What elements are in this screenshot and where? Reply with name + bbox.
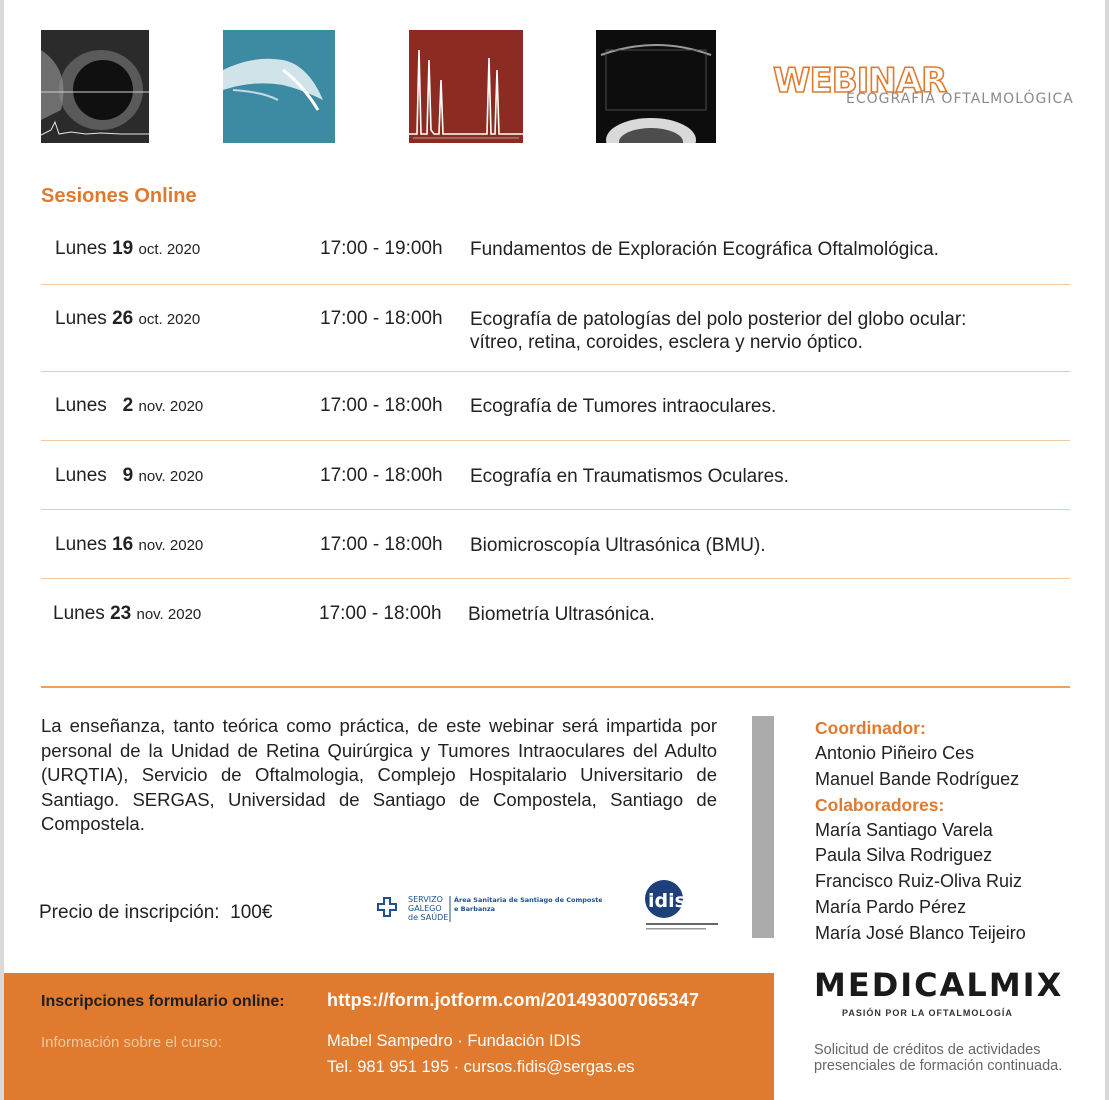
- session-time: 17:00 - 18:00h: [320, 308, 443, 329]
- coordinator-heading: Coordinador:: [815, 718, 926, 738]
- sergas-line-3: de SAÚDE: [408, 913, 449, 922]
- course-description: La enseñanza, tanto teórica como práctica, de este webinar será impartida por personal de la Unidad de Retina Quirúrgica y Tumores Intraoculares del Adulto (URQTIA), Servicio de Oftalmologia, Complejo Hospitalario Universitario de Santiago. SERGAS, Universidad de Santiago de Compostela, Santiago de Compostela.: [41, 715, 717, 834]
- idis-logo: [642, 877, 722, 935]
- row-divider: [41, 284, 1070, 285]
- session-date: Lunes 23 nov. 2020: [53, 603, 202, 624]
- sidebar-gray-bar: [752, 716, 774, 938]
- session-time: 17:00 - 18:00h: [320, 395, 443, 416]
- session-time: 17:00 - 18:00h: [319, 603, 442, 624]
- session-time: 17:00 - 19:00h: [320, 238, 443, 259]
- price-value: 100€: [230, 902, 273, 923]
- session-time: 17:00 - 18:00h: [320, 465, 443, 486]
- eye-ultrasound-bscan-icon: [41, 30, 149, 143]
- session-date: Lunes 9 nov. 2020: [55, 465, 204, 486]
- collaborator-name: Francisco Ruiz-Oliva Ruiz: [815, 871, 1023, 892]
- session-title: Ecografía de patologías del polo posterior del globo ocular: vítreo, retina, coroides, esclera y nervio óptico.: [470, 309, 967, 353]
- medicalmix-logo: MEDICALMIX: [814, 966, 1064, 1004]
- row-divider: [41, 371, 1070, 372]
- row-divider: [41, 440, 1070, 441]
- registration-band: [4, 973, 774, 1100]
- collaborators-heading: Colaboradores:: [815, 794, 945, 815]
- sergas-area-1: Área Sanitaria de Santiago de Compostela: [454, 896, 602, 904]
- collaborator-name: María José Blanco Teijeiro: [815, 922, 1026, 943]
- ubm-scan-icon: [596, 30, 716, 143]
- credits-request-note: Solicitud de créditos de actividades presenciales de formación continuada.: [814, 1042, 1063, 1074]
- row-divider: [41, 509, 1070, 510]
- medicalmix-tagline: PASIÓN POR LA OFTALMOLOGÍA: [842, 1008, 1013, 1018]
- session-time: 17:00 - 18:00h: [320, 534, 443, 555]
- session-title: Biometría Ultrasónica.: [468, 604, 655, 625]
- session-title: Fundamentos de Exploración Ecográfica Oftalmológica.: [470, 239, 939, 260]
- right-frame-border: [1105, 0, 1109, 1100]
- sergas-logo: [372, 888, 602, 928]
- blue-ultrasound-scan-icon: [223, 30, 335, 143]
- row-divider: [41, 578, 1070, 579]
- idis-wordmark: idis: [648, 890, 686, 912]
- session-date: Lunes 19 oct. 2020: [55, 238, 201, 259]
- left-frame-border: [0, 0, 4, 1100]
- info-phone-email[interactable]: Tel. 981 951 195 · cursos.fidis@sergas.es: [327, 1058, 635, 1076]
- collaborator-name: Paula Silva Rodriguez: [815, 845, 993, 866]
- webinar-subtitle: ECOGRAFÍA OFTALMOLÓGICA: [846, 91, 1074, 107]
- coordinator-name: Antonio Piñeiro Ces: [815, 743, 975, 763]
- collaborator-name: María Pardo Pérez: [815, 896, 967, 917]
- registration-label: Inscripciones formulario online:: [41, 993, 285, 1010]
- collaborator-name: María Santiago Varela: [815, 819, 993, 840]
- session-date: Lunes 16 nov. 2020: [55, 534, 204, 555]
- coordinator-name: Manuel Bande Rodríguez: [815, 768, 1020, 789]
- session-title: Ecografía en Traumatismos Oculares.: [470, 466, 789, 487]
- session-title: Ecografía de Tumores intraoculares.: [470, 396, 777, 417]
- registration-price: [39, 902, 272, 924]
- a-scan-waveform-icon: [409, 30, 523, 143]
- session-title: Biomicroscopía Ultrasónica (BMU).: [470, 535, 766, 556]
- registration-link[interactable]: https://form.jotform.com/201493007065347: [327, 990, 700, 1010]
- sergas-area-2: e Barbanza: [454, 905, 496, 913]
- credits-panel: [815, 716, 1075, 947]
- webinar-wordmark: WEBINAR: [773, 61, 947, 101]
- info-contact: Mabel Sampedro · Fundación IDIS: [327, 1032, 582, 1050]
- session-date: Lunes 26 oct. 2020: [55, 308, 201, 329]
- session-date: Lunes 2 nov. 2020: [55, 395, 204, 416]
- sergas-line-1: SERVIZO: [408, 895, 443, 904]
- sessions-title: Sesiones Online: [41, 185, 197, 207]
- sergas-line-2: GALEGO: [408, 904, 442, 913]
- price-label: Precio de inscripción:: [39, 902, 220, 923]
- info-label: Información sobre el curso:: [41, 1034, 222, 1051]
- section-divider: [41, 686, 1070, 688]
